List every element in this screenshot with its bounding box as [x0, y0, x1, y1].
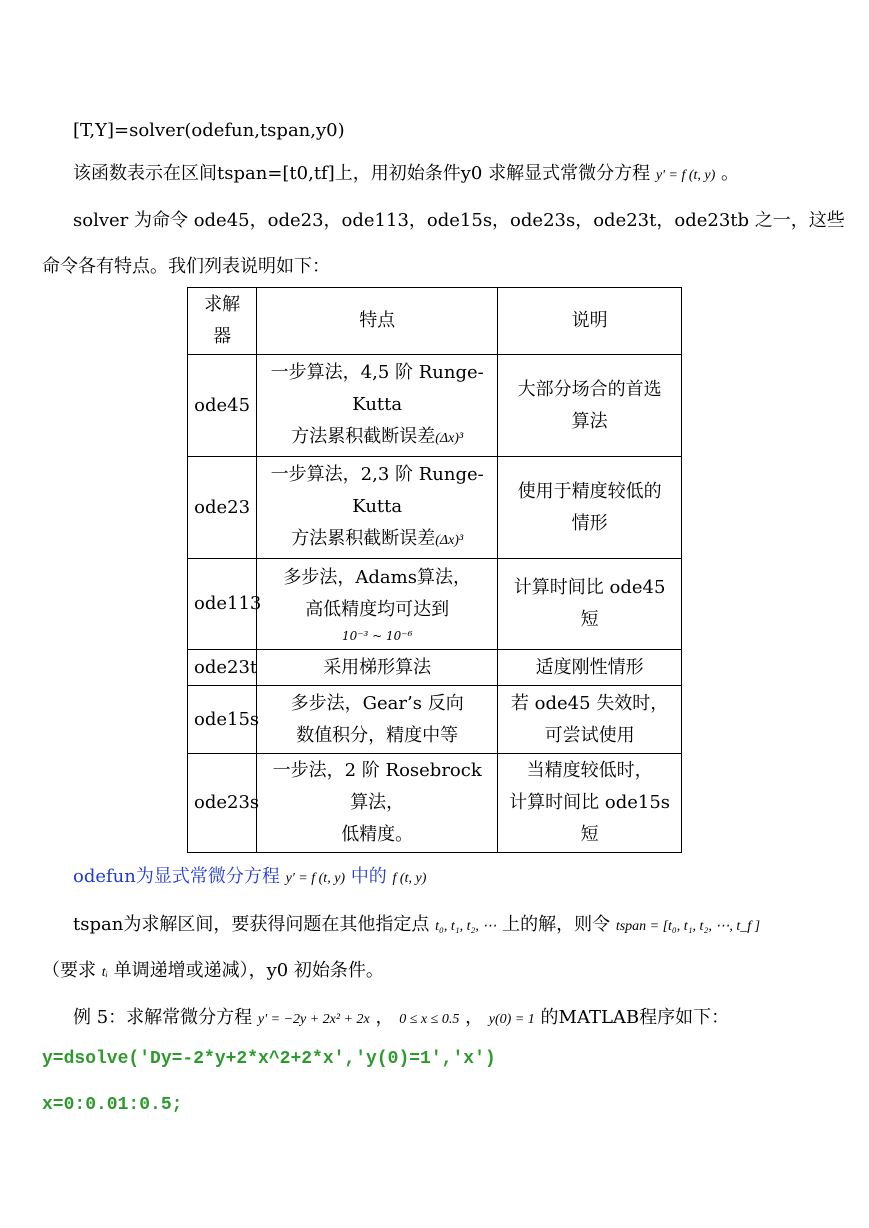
- solver-name: ode23t: [188, 650, 257, 686]
- requirement-text: （要求: [42, 960, 96, 981]
- feature-line: [263, 421, 491, 455]
- error-order-math: (Δx)³: [435, 532, 464, 548]
- note-line: 计算时间比 ode15s: [509, 792, 671, 813]
- header-solver: [188, 288, 257, 355]
- feature-text: 方法累积截断误差: [291, 425, 436, 447]
- f-expression: f (t, y): [392, 871, 427, 886]
- solver-name: ode23: [188, 457, 257, 559]
- example-equation: y' = −2y + 2x² + 2x: [257, 1012, 370, 1027]
- note-cell: [498, 355, 682, 457]
- header-feature: 特点: [257, 288, 498, 355]
- solver-list-line-2: 命令各有特点。我们列表说明如下：: [42, 256, 330, 277]
- example-label: 例 5：求解常微分方程: [73, 1007, 253, 1028]
- note-line: 大部分场合的首选: [517, 378, 662, 400]
- feature-line: 多步法，Adams算法，: [283, 567, 471, 588]
- note-cell: 适度刚性情形: [498, 650, 682, 686]
- note-line: 可尝试使用: [544, 724, 635, 746]
- example-range: 0 ≤ x ≤ 0.5: [399, 1012, 460, 1027]
- note-cell: [498, 559, 682, 650]
- tspan-mid: 上的解，则令: [502, 914, 611, 935]
- ti-math: tᵢ: [101, 965, 108, 980]
- tspan-equation: tspan = [t₀, t₁, t₂, ⋯, t_f ]: [615, 919, 761, 934]
- note-line: 情形: [571, 512, 608, 534]
- feature-line: 一步法，2 阶 Rosebrock: [272, 760, 482, 781]
- example-sep: ，: [465, 1007, 484, 1028]
- tspan-line: [73, 912, 760, 940]
- header-note: 说明: [498, 288, 682, 355]
- solver-table: [187, 287, 682, 853]
- odefun-text: odefun为显式常微分方程: [73, 866, 280, 887]
- table-row: [188, 686, 682, 754]
- table-row: [188, 457, 682, 559]
- tspan-text: tspan为求解区间，要获得问题在其他指定点: [73, 914, 430, 935]
- note-line: 使用于精度较低的: [517, 480, 662, 502]
- note-line: 当精度较低时，: [526, 760, 653, 781]
- requirement-line: [42, 958, 384, 986]
- feature-cell: 采用梯形算法: [257, 650, 498, 686]
- solver-name: ode45: [188, 355, 257, 457]
- feature-line: 低精度。: [341, 824, 414, 845]
- feature-cell: [257, 355, 498, 457]
- precision-range-math: 10⁻³ ~ 10⁻⁶: [341, 629, 413, 643]
- solver-name: ode113: [188, 559, 257, 650]
- note-cell: [498, 457, 682, 559]
- feature-line: 数值积分，精度中等: [296, 724, 459, 746]
- feature-cell: [257, 457, 498, 559]
- syntax-line: [T,Y]=solver(odefun,tspan,y0): [73, 120, 345, 141]
- feature-line: Kutta: [352, 495, 403, 517]
- table-row: [188, 355, 682, 457]
- feature-line: 一步算法，2,3 阶 Runge-: [270, 463, 484, 485]
- feature-line: Kutta: [352, 393, 403, 415]
- description-text: 该函数表示在区间tspan=[t0,tf]上，用初始条件y0 求解显式常微分方程: [73, 163, 651, 184]
- feature-line: 一步算法，4,5 阶 Runge-: [270, 361, 484, 383]
- example-end: 的MATLAB程序如下：: [540, 1007, 730, 1028]
- note-cell: [498, 686, 682, 754]
- code-line-range: x=0:0.01:0.5;: [42, 1095, 183, 1115]
- table-row: [188, 650, 682, 686]
- odefun-line: [73, 864, 426, 892]
- note-line: 短: [580, 609, 599, 630]
- odefun-mid: 中的: [350, 866, 387, 887]
- feature-line: [263, 523, 491, 557]
- example-sep: ，: [375, 1007, 394, 1028]
- ode-equation: y' = f (t, y): [655, 168, 716, 183]
- feature-line: 算法，: [350, 792, 405, 813]
- note-line: 计算时间比 ode45: [513, 577, 666, 598]
- feature-text: 方法累积截断误差: [291, 527, 436, 549]
- solver-name: ode15s: [188, 686, 257, 754]
- ode-equation: y' = f (t, y): [285, 871, 346, 886]
- note-cell: [498, 754, 682, 853]
- note-line: 算法: [571, 410, 608, 432]
- code-line-dsolve: y=dsolve('Dy=-2*y+2*x^2+2*x','y(0)=1','x'): [42, 1049, 496, 1069]
- error-order-math: (Δx)³: [435, 430, 464, 446]
- feature-line: 高低精度均可达到: [305, 599, 450, 620]
- solver-list-line: solver 为命令 ode45，ode23，ode113，ode15s，ode23s，ode23t，ode23tb 之一，这些: [73, 210, 845, 231]
- header-solver-line2: 器: [213, 326, 232, 347]
- example-line: [73, 1005, 729, 1033]
- description-end: 。: [721, 163, 740, 184]
- feature-cell: [257, 686, 498, 754]
- table-header-row: [188, 288, 682, 355]
- note-line: 若 ode45 失效时，: [510, 692, 669, 714]
- requirement-end: 单调递增或递减），y0 初始条件。: [113, 960, 384, 981]
- solver-name: ode23s: [188, 754, 257, 853]
- example-initial-condition: y(0) = 1: [488, 1012, 535, 1027]
- table-row: [188, 754, 682, 853]
- description-line: [73, 161, 739, 189]
- tspan-points-math: t₀, t₁, t₂, ⋯: [435, 919, 497, 934]
- note-line: 短: [580, 824, 599, 845]
- feature-line: 多步法，Gear’s 反向: [290, 692, 464, 714]
- table-row: [188, 559, 682, 650]
- header-solver-line1: 求解: [204, 294, 241, 315]
- feature-cell: [257, 754, 498, 853]
- feature-cell: [257, 559, 498, 650]
